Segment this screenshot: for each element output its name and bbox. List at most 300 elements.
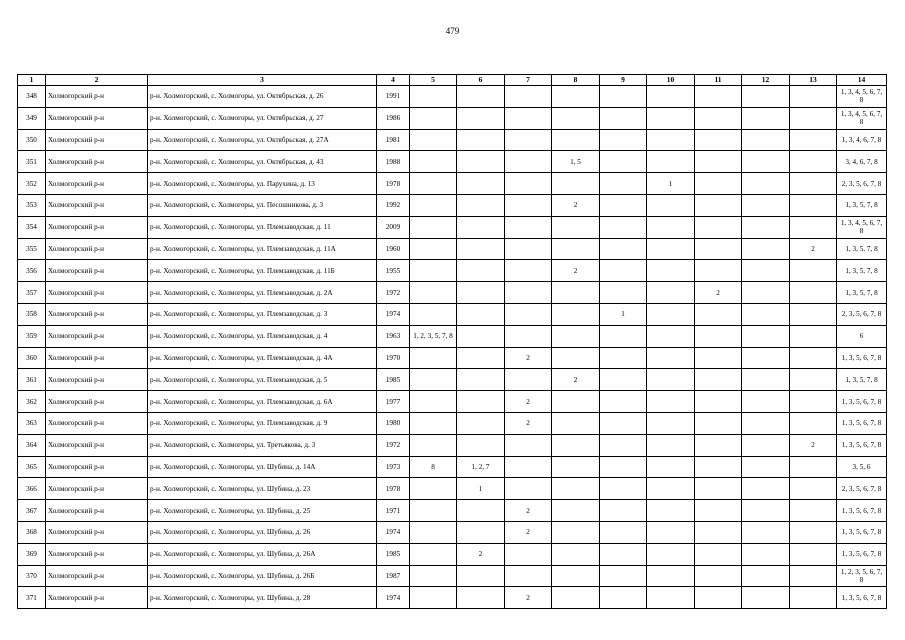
col-14-cell: 1, 3, 5, 6, 7, 8: [837, 391, 887, 413]
col-12-cell: [742, 500, 790, 522]
year-cell: 1992: [377, 194, 410, 216]
table-row: [18, 456, 887, 478]
col-6-cell: [457, 151, 505, 173]
district-cell: Холмогорский р-н: [46, 151, 148, 173]
col-11-cell: [695, 107, 742, 129]
col-10-cell: [647, 478, 695, 500]
table-row: [18, 587, 887, 609]
col-11-cell: [695, 500, 742, 522]
table-row: [18, 86, 887, 108]
address-cell: р-н. Холмогорский, с. Холмогоры, ул. Племзаводская, д. 4: [148, 325, 377, 347]
col-5-cell: [410, 216, 457, 238]
row-number-cell: 354: [18, 216, 46, 238]
row-number-cell: 352: [18, 173, 46, 195]
table-row: [18, 565, 887, 587]
col-8-cell: [552, 391, 600, 413]
col-6-cell: [457, 216, 505, 238]
col-9-cell: [600, 412, 647, 434]
row-number-cell: 358: [18, 303, 46, 325]
col-5-cell: [410, 369, 457, 391]
address-cell: р-н. Холмогорский, с. Холмогоры, ул. Третьякова, д. 3: [148, 434, 377, 456]
column-header: 12: [742, 75, 790, 86]
col-5-cell: [410, 478, 457, 500]
col-14-cell: 1, 2, 3, 5, 6, 7, 8: [837, 565, 887, 587]
address-cell: р-н. Холмогорский, с. Холмогоры, ул. Шубина, д. 23: [148, 478, 377, 500]
table-row: [18, 500, 887, 522]
data-table: [17, 74, 887, 609]
col-14-cell: 1, 3, 4, 5, 6, 7, 8: [837, 86, 887, 108]
col-14-cell: 1, 3, 5, 6, 7, 8: [837, 500, 887, 522]
col-9-cell: [600, 478, 647, 500]
col-8-cell: 1, 5: [552, 151, 600, 173]
col-13-cell: [790, 107, 837, 129]
col-8-cell: [552, 216, 600, 238]
district-cell: Холмогорский р-н: [46, 412, 148, 434]
col-5-cell: [410, 412, 457, 434]
col-14-cell: 1, 3, 5, 7, 8: [837, 238, 887, 260]
col-7-cell: [505, 151, 552, 173]
col-8-cell: [552, 303, 600, 325]
col-10-cell: [647, 565, 695, 587]
col-11-cell: [695, 260, 742, 282]
address-cell: р-н. Холмогорский, с. Холмогоры, ул. Октябрьская, д. 27А: [148, 129, 377, 151]
col-13-cell: [790, 500, 837, 522]
col-10-cell: [647, 587, 695, 609]
col-11-cell: [695, 216, 742, 238]
col-7-cell: [505, 565, 552, 587]
table-row: [18, 282, 887, 304]
col-7-cell: [505, 456, 552, 478]
column-header: 7: [505, 75, 552, 86]
col-13-cell: [790, 347, 837, 369]
col-12-cell: [742, 543, 790, 565]
table-row: [18, 107, 887, 129]
col-5-cell: [410, 587, 457, 609]
district-cell: Холмогорский р-н: [46, 260, 148, 282]
col-10-cell: 1: [647, 173, 695, 195]
table-row: [18, 347, 887, 369]
col-9-cell: [600, 587, 647, 609]
col-11-cell: [695, 347, 742, 369]
column-header: 8: [552, 75, 600, 86]
district-cell: Холмогорский р-н: [46, 194, 148, 216]
col-7-cell: [505, 478, 552, 500]
col-5-cell: [410, 521, 457, 543]
col-8-cell: [552, 521, 600, 543]
col-9-cell: [600, 565, 647, 587]
col-7-cell: [505, 86, 552, 108]
col-5-cell: [410, 500, 457, 522]
table-body: [18, 86, 887, 609]
header-row: [18, 75, 887, 86]
district-cell: Холмогорский р-н: [46, 303, 148, 325]
col-12-cell: [742, 565, 790, 587]
col-12-cell: [742, 86, 790, 108]
col-10-cell: [647, 456, 695, 478]
col-12-cell: [742, 238, 790, 260]
district-cell: Холмогорский р-н: [46, 347, 148, 369]
district-cell: Холмогорский р-н: [46, 216, 148, 238]
row-number-cell: 364: [18, 434, 46, 456]
col-5-cell: [410, 434, 457, 456]
col-14-cell: 2, 3, 5, 6, 7, 8: [837, 478, 887, 500]
col-6-cell: 2: [457, 543, 505, 565]
col-7-cell: [505, 129, 552, 151]
col-11-cell: [695, 434, 742, 456]
col-13-cell: [790, 173, 837, 195]
address-cell: р-н. Холмогорский, с. Холмогоры, ул. Племзаводская, д. 11Б: [148, 260, 377, 282]
column-header: 3: [148, 75, 377, 86]
col-10-cell: [647, 151, 695, 173]
col-6-cell: [457, 282, 505, 304]
district-cell: Холмогорский р-н: [46, 456, 148, 478]
col-10-cell: [647, 238, 695, 260]
col-9-cell: [600, 216, 647, 238]
col-14-cell: 3, 5, 6: [837, 456, 887, 478]
col-13-cell: [790, 216, 837, 238]
col-14-cell: 2, 3, 5, 6, 7, 8: [837, 303, 887, 325]
year-cell: 1985: [377, 369, 410, 391]
address-cell: р-н. Холмогорский, с. Холмогоры, ул. Октябрьская, д. 26: [148, 86, 377, 108]
col-9-cell: [600, 173, 647, 195]
col-10-cell: [647, 86, 695, 108]
district-cell: Холмогорский р-н: [46, 565, 148, 587]
col-7-cell: [505, 282, 552, 304]
col-13-cell: [790, 456, 837, 478]
col-9-cell: [600, 86, 647, 108]
col-10-cell: [647, 347, 695, 369]
col-11-cell: [695, 129, 742, 151]
col-12-cell: [742, 129, 790, 151]
col-11-cell: [695, 478, 742, 500]
district-cell: Холмогорский р-н: [46, 107, 148, 129]
col-14-cell: 1, 3, 5, 6, 7, 8: [837, 587, 887, 609]
col-5-cell: [410, 86, 457, 108]
col-12-cell: [742, 434, 790, 456]
col-11-cell: [695, 303, 742, 325]
row-number-cell: 362: [18, 391, 46, 413]
col-13-cell: [790, 478, 837, 500]
year-cell: 1970: [377, 347, 410, 369]
col-14-cell: 1, 3, 4, 5, 6, 7, 8: [837, 216, 887, 238]
col-10-cell: [647, 216, 695, 238]
col-11-cell: [695, 325, 742, 347]
table-row: [18, 173, 887, 195]
col-5-cell: [410, 194, 457, 216]
col-10-cell: [647, 543, 695, 565]
year-cell: 1978: [377, 478, 410, 500]
col-7-cell: [505, 543, 552, 565]
col-12-cell: [742, 260, 790, 282]
address-cell: р-н. Холмогорский, с. Холмогоры, ул. Песошникова, д. 3: [148, 194, 377, 216]
col-10-cell: [647, 412, 695, 434]
col-13-cell: [790, 282, 837, 304]
col-8-cell: [552, 456, 600, 478]
table-row: [18, 369, 887, 391]
col-8-cell: [552, 565, 600, 587]
year-cell: 1988: [377, 151, 410, 173]
col-7-cell: 2: [505, 347, 552, 369]
col-8-cell: [552, 543, 600, 565]
row-number-cell: 357: [18, 282, 46, 304]
district-cell: Холмогорский р-н: [46, 369, 148, 391]
table-row: [18, 151, 887, 173]
col-14-cell: 1, 3, 5, 7, 8: [837, 260, 887, 282]
col-6-cell: [457, 587, 505, 609]
address-cell: р-н. Холмогорский, с. Холмогоры, ул. Октябрьская, д. 43: [148, 151, 377, 173]
table-row: [18, 521, 887, 543]
district-cell: Холмогорский р-н: [46, 587, 148, 609]
column-header: 5: [410, 75, 457, 86]
year-cell: 1972: [377, 434, 410, 456]
address-cell: р-н. Холмогорский, с. Холмогоры, ул. Парухина, д. 13: [148, 173, 377, 195]
col-9-cell: [600, 260, 647, 282]
row-number-cell: 355: [18, 238, 46, 260]
year-cell: 1978: [377, 173, 410, 195]
col-9-cell: [600, 129, 647, 151]
col-9-cell: [600, 238, 647, 260]
col-10-cell: [647, 107, 695, 129]
year-cell: 1973: [377, 456, 410, 478]
col-10-cell: [647, 521, 695, 543]
col-10-cell: [647, 303, 695, 325]
col-6-cell: [457, 434, 505, 456]
address-cell: р-н. Холмогорский, с. Холмогоры, ул. Шубина, д. 26Б: [148, 565, 377, 587]
year-cell: 1971: [377, 500, 410, 522]
address-cell: р-н. Холмогорский, с. Холмогоры, ул. Племзаводская, д. 11: [148, 216, 377, 238]
col-11-cell: [695, 565, 742, 587]
col-11-cell: [695, 151, 742, 173]
col-13-cell: [790, 303, 837, 325]
col-8-cell: 2: [552, 194, 600, 216]
col-14-cell: 1, 3, 5, 6, 7, 8: [837, 347, 887, 369]
year-cell: 1980: [377, 412, 410, 434]
year-cell: 1955: [377, 260, 410, 282]
row-number-cell: 348: [18, 86, 46, 108]
col-8-cell: [552, 412, 600, 434]
col-7-cell: [505, 303, 552, 325]
col-6-cell: 1, 2, 7: [457, 456, 505, 478]
col-6-cell: [457, 412, 505, 434]
district-cell: Холмогорский р-н: [46, 238, 148, 260]
year-cell: 1974: [377, 303, 410, 325]
col-12-cell: [742, 107, 790, 129]
col-13-cell: [790, 565, 837, 587]
col-6-cell: [457, 173, 505, 195]
col-9-cell: [600, 391, 647, 413]
col-11-cell: [695, 86, 742, 108]
col-9-cell: 1: [600, 303, 647, 325]
col-9-cell: [600, 543, 647, 565]
col-8-cell: [552, 282, 600, 304]
col-9-cell: [600, 107, 647, 129]
col-12-cell: [742, 456, 790, 478]
table-row: [18, 303, 887, 325]
address-cell: р-н. Холмогорский, с. Холмогоры, ул. Шубина, д. 28: [148, 587, 377, 609]
col-5-cell: [410, 282, 457, 304]
district-cell: Холмогорский р-н: [46, 86, 148, 108]
col-6-cell: [457, 347, 505, 369]
col-11-cell: [695, 391, 742, 413]
col-10-cell: [647, 282, 695, 304]
row-number-cell: 350: [18, 129, 46, 151]
col-12-cell: [742, 151, 790, 173]
column-header: 4: [377, 75, 410, 86]
col-13-cell: [790, 521, 837, 543]
col-14-cell: 1, 3, 5, 7, 8: [837, 369, 887, 391]
col-8-cell: 2: [552, 369, 600, 391]
district-cell: Холмогорский р-н: [46, 521, 148, 543]
col-8-cell: [552, 238, 600, 260]
column-header: 6: [457, 75, 505, 86]
column-header: 10: [647, 75, 695, 86]
table-row: [18, 325, 887, 347]
table-row: [18, 391, 887, 413]
col-12-cell: [742, 216, 790, 238]
address-cell: р-н. Холмогорский, с. Холмогоры, ул. Племзаводская, д. 4А: [148, 347, 377, 369]
col-9-cell: [600, 194, 647, 216]
col-14-cell: 1, 3, 5, 6, 7, 8: [837, 434, 887, 456]
table-row: [18, 434, 887, 456]
col-7-cell: 2: [505, 521, 552, 543]
col-6-cell: [457, 238, 505, 260]
col-6-cell: [457, 194, 505, 216]
year-cell: 1974: [377, 587, 410, 609]
col-9-cell: [600, 151, 647, 173]
col-12-cell: [742, 347, 790, 369]
col-6-cell: [457, 86, 505, 108]
col-10-cell: [647, 369, 695, 391]
col-10-cell: [647, 500, 695, 522]
col-6-cell: [457, 500, 505, 522]
year-cell: 1981: [377, 129, 410, 151]
col-9-cell: [600, 282, 647, 304]
col-7-cell: [505, 238, 552, 260]
col-7-cell: 2: [505, 391, 552, 413]
row-number-cell: 365: [18, 456, 46, 478]
col-13-cell: [790, 194, 837, 216]
row-number-cell: 367: [18, 500, 46, 522]
col-8-cell: [552, 107, 600, 129]
col-8-cell: [552, 173, 600, 195]
col-12-cell: [742, 173, 790, 195]
district-cell: Холмогорский р-н: [46, 434, 148, 456]
col-11-cell: [695, 543, 742, 565]
col-12-cell: [742, 587, 790, 609]
col-14-cell: 1, 3, 5, 7, 8: [837, 194, 887, 216]
col-5-cell: [410, 303, 457, 325]
col-8-cell: [552, 587, 600, 609]
col-8-cell: [552, 500, 600, 522]
row-number-cell: 351: [18, 151, 46, 173]
address-cell: р-н. Холмогорский, с. Холмогоры, ул. Племзаводская, д. 9: [148, 412, 377, 434]
district-cell: Холмогорский р-н: [46, 282, 148, 304]
row-number-cell: 360: [18, 347, 46, 369]
col-5-cell: [410, 151, 457, 173]
year-cell: 1963: [377, 325, 410, 347]
col-14-cell: 1, 3, 5, 6, 7, 8: [837, 543, 887, 565]
col-13-cell: [790, 325, 837, 347]
col-7-cell: [505, 216, 552, 238]
year-cell: 1987: [377, 565, 410, 587]
district-cell: Холмогорский р-н: [46, 391, 148, 413]
year-cell: 1986: [377, 107, 410, 129]
col-5-cell: [410, 107, 457, 129]
col-14-cell: 2, 3, 5, 6, 7, 8: [837, 173, 887, 195]
address-cell: р-н. Холмогорский, с. Холмогоры, ул. Племзаводская, д. 6А: [148, 391, 377, 413]
col-10-cell: [647, 260, 695, 282]
col-6-cell: [457, 129, 505, 151]
col-5-cell: [410, 173, 457, 195]
col-12-cell: [742, 369, 790, 391]
address-cell: р-н. Холмогорский, с. Холмогоры, ул. Октябрьская, д. 27: [148, 107, 377, 129]
col-7-cell: [505, 173, 552, 195]
district-cell: Холмогорский р-н: [46, 543, 148, 565]
table-row: [18, 238, 887, 260]
table-row: [18, 260, 887, 282]
address-cell: р-н. Холмогорский, с. Холмогоры, ул. Племзаводская, д. 3: [148, 303, 377, 325]
col-6-cell: [457, 391, 505, 413]
col-7-cell: [505, 194, 552, 216]
col-10-cell: [647, 129, 695, 151]
col-7-cell: 2: [505, 587, 552, 609]
row-number-cell: 361: [18, 369, 46, 391]
col-13-cell: [790, 412, 837, 434]
col-14-cell: 1, 3, 4, 5, 6, 7, 8: [837, 107, 887, 129]
col-5-cell: [410, 391, 457, 413]
year-cell: 1972: [377, 282, 410, 304]
col-5-cell: 8: [410, 456, 457, 478]
col-9-cell: [600, 369, 647, 391]
col-13-cell: [790, 543, 837, 565]
col-10-cell: [647, 194, 695, 216]
col-6-cell: [457, 565, 505, 587]
row-number-cell: 371: [18, 587, 46, 609]
col-12-cell: [742, 194, 790, 216]
row-number-cell: 363: [18, 412, 46, 434]
year-cell: 1991: [377, 86, 410, 108]
col-6-cell: [457, 303, 505, 325]
year-cell: 2009: [377, 216, 410, 238]
col-13-cell: [790, 369, 837, 391]
col-7-cell: 2: [505, 500, 552, 522]
col-8-cell: [552, 434, 600, 456]
address-cell: р-н. Холмогорский, с. Холмогоры, ул. Племзаводская, д. 11А: [148, 238, 377, 260]
col-12-cell: [742, 303, 790, 325]
col-8-cell: [552, 86, 600, 108]
address-cell: р-н. Холмогорский, с. Холмогоры, ул. Племзаводская, д. 2А: [148, 282, 377, 304]
row-number-cell: 353: [18, 194, 46, 216]
table-row: [18, 216, 887, 238]
col-11-cell: [695, 194, 742, 216]
column-header: 13: [790, 75, 837, 86]
row-number-cell: 356: [18, 260, 46, 282]
col-7-cell: 2: [505, 412, 552, 434]
col-7-cell: [505, 369, 552, 391]
col-8-cell: [552, 347, 600, 369]
address-cell: р-н. Холмогорский, с. Холмогоры, ул. Шубина, д. 26: [148, 521, 377, 543]
address-cell: р-н. Холмогорский, с. Холмогоры, ул. Шубина, д. 25: [148, 500, 377, 522]
address-cell: р-н. Холмогорский, с. Холмогоры, ул. Племзаводская, д. 5: [148, 369, 377, 391]
col-13-cell: [790, 86, 837, 108]
col-8-cell: [552, 478, 600, 500]
col-7-cell: [505, 434, 552, 456]
col-12-cell: [742, 391, 790, 413]
row-number-cell: 369: [18, 543, 46, 565]
row-number-cell: 349: [18, 107, 46, 129]
col-5-cell: [410, 260, 457, 282]
col-6-cell: [457, 325, 505, 347]
